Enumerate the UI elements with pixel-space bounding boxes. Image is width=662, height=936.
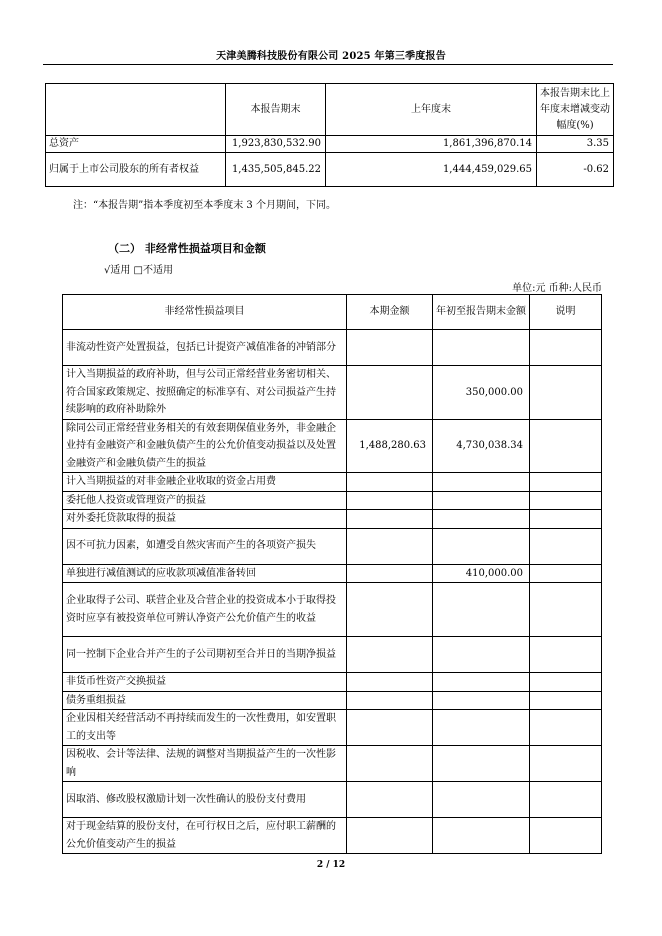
change-value: -0.62 (537, 153, 614, 187)
table-row (63, 330, 602, 366)
current-amount (347, 691, 433, 710)
item-label: 因取消、修改股权激励计划一次性确认的股份支付费用 (63, 782, 347, 818)
current-amount (347, 583, 433, 637)
ytd-amount (433, 491, 530, 510)
table-footnote: 注：“本报告期”指本季度初至本季度末 3 个月期间，下同。 (73, 200, 336, 211)
ytd-amount (433, 637, 530, 673)
table-row (63, 510, 602, 529)
item-note (530, 746, 602, 782)
item-label: 非货币性资产交换损益 (63, 673, 347, 692)
current-value: 1,435,505,845.22 (226, 153, 326, 187)
ytd-amount (433, 528, 530, 564)
table-row (63, 564, 602, 583)
row-label: 总资产 (46, 136, 226, 153)
header-cell: 说明 (530, 295, 602, 330)
table-row (63, 710, 602, 746)
current-amount (347, 510, 433, 529)
item-note (530, 691, 602, 710)
table-row (63, 818, 602, 854)
item-note (530, 528, 602, 564)
item-label: 因税收、会计等法律、法规的调整对当期损益产生的一次性影响 (63, 746, 347, 782)
table-row (63, 673, 602, 692)
current-amount (347, 673, 433, 692)
header-cell: 非经常性损益项目 (63, 295, 347, 330)
table-row (63, 637, 602, 673)
currency-unit-label: 单位:元 币种:人民币 (512, 283, 602, 294)
table-row (63, 419, 602, 473)
section-heading: （二） 非经常性损益项目和金额 (108, 242, 266, 255)
ytd-amount: 410,000.00 (433, 564, 530, 583)
current-amount (347, 710, 433, 746)
item-label: 计入当期损益的对非金融企业收取的资金占用费 (63, 473, 347, 492)
change-value: 3.35 (537, 136, 614, 153)
current-amount (347, 782, 433, 818)
current-amount (347, 746, 433, 782)
table-row (63, 583, 602, 637)
table-header-row (63, 295, 602, 330)
item-note (530, 366, 602, 420)
item-note (530, 473, 602, 492)
item-note (530, 710, 602, 746)
ytd-amount: 350,000.00 (433, 366, 530, 420)
ytd-amount (433, 710, 530, 746)
ytd-amount (433, 673, 530, 692)
item-label: 同一控制下企业合并产生的子公司期初至合并日的当期净损益 (63, 637, 347, 673)
header-cell: 上年度末 (326, 84, 537, 136)
header-cell: 年初至报告期末金额 (433, 295, 530, 330)
item-note (530, 637, 602, 673)
non-recurring-items-table (62, 294, 602, 854)
item-label: 委托他人投资或管理资产的损益 (63, 491, 347, 510)
item-label: 债务重组损益 (63, 691, 347, 710)
ytd-amount (433, 746, 530, 782)
item-note (530, 673, 602, 692)
current-amount (347, 637, 433, 673)
ytd-amount (433, 691, 530, 710)
current-amount (347, 491, 433, 510)
table-row (63, 782, 602, 818)
item-label: 非流动性资产处置损益，包括已计提资产减值准备的冲销部分 (63, 330, 347, 366)
ytd-amount (433, 782, 530, 818)
applicability-checkbox-text: √适用 □不适用 (104, 265, 173, 276)
item-label: 单独进行减值测试的应收款项减值准备转回 (63, 564, 347, 583)
current-amount (347, 330, 433, 366)
current-amount (347, 366, 433, 420)
table-row (63, 491, 602, 510)
prior-value: 1,861,396,870.14 (326, 136, 537, 153)
ytd-amount (433, 818, 530, 854)
header-cell (46, 84, 226, 136)
current-amount (347, 564, 433, 583)
item-label: 计入当期损益的政府补助，但与公司正常经营业务密切相关、符合国家政策规定、按照确定的标准享有、对公司损益产生持续影响的政府补助除外 (63, 366, 347, 420)
header-cell: 本报告期末比上年度末增减变动幅度(%) (537, 84, 614, 136)
current-amount (347, 528, 433, 564)
table-row (63, 366, 602, 420)
item-label: 对外委托贷款取得的损益 (63, 510, 347, 529)
item-note (530, 818, 602, 854)
prior-value: 1,444,459,029.65 (326, 153, 537, 187)
table-row (46, 153, 614, 187)
header-cell: 本期金额 (347, 295, 433, 330)
current-amount: 1,488,280.63 (347, 419, 433, 473)
item-note (530, 583, 602, 637)
ytd-amount: 4,730,038.34 (433, 419, 530, 473)
ytd-amount (433, 473, 530, 492)
item-label: 企业取得子公司、联营企业及合营企业的投资成本小于取得投资时应享有被投资单位可辨认净资产公允价值产生的收益 (63, 583, 347, 637)
table-row (46, 136, 614, 153)
table-row (63, 528, 602, 564)
item-note (530, 491, 602, 510)
item-note (530, 330, 602, 366)
table-row (63, 691, 602, 710)
table-row (63, 746, 602, 782)
item-note (530, 419, 602, 473)
page-number: 2 / 12 (316, 860, 346, 870)
item-label: 对于现金结算的股份支付，在可行权日之后，应付职工薪酬的公允价值变动产生的损益 (63, 818, 347, 854)
ytd-amount (433, 510, 530, 529)
financial-summary-table (45, 83, 614, 187)
ytd-amount (433, 583, 530, 637)
item-note (530, 510, 602, 529)
current-amount (347, 818, 433, 854)
row-label: 归属于上市公司股东的所有者权益 (46, 153, 226, 187)
current-value: 1,923,830,532.90 (226, 136, 326, 153)
item-note (530, 564, 602, 583)
table-row (63, 473, 602, 492)
item-note (530, 782, 602, 818)
current-amount (347, 473, 433, 492)
item-label: 因不可抗力因素，如遭受自然灾害而产生的各项资产损失 (63, 528, 347, 564)
report-header-title: 天津美腾科技股份有限公司 2025 年第三季度报告 (216, 51, 446, 62)
item-label: 除同公司正常经营业务相关的有效套期保值业务外，非金融企业持有金融资产和金融负债产生的公允价值变动损益以及处置金融资产和金融负债产生的损益 (63, 419, 347, 473)
header-cell: 本报告期末 (226, 84, 326, 136)
table-header-row (46, 84, 614, 136)
ytd-amount (433, 330, 530, 366)
item-label: 企业因相关经营活动不再持续而发生的一次性费用，如安置职工的支出等 (63, 710, 347, 746)
header-divider (43, 64, 613, 65)
